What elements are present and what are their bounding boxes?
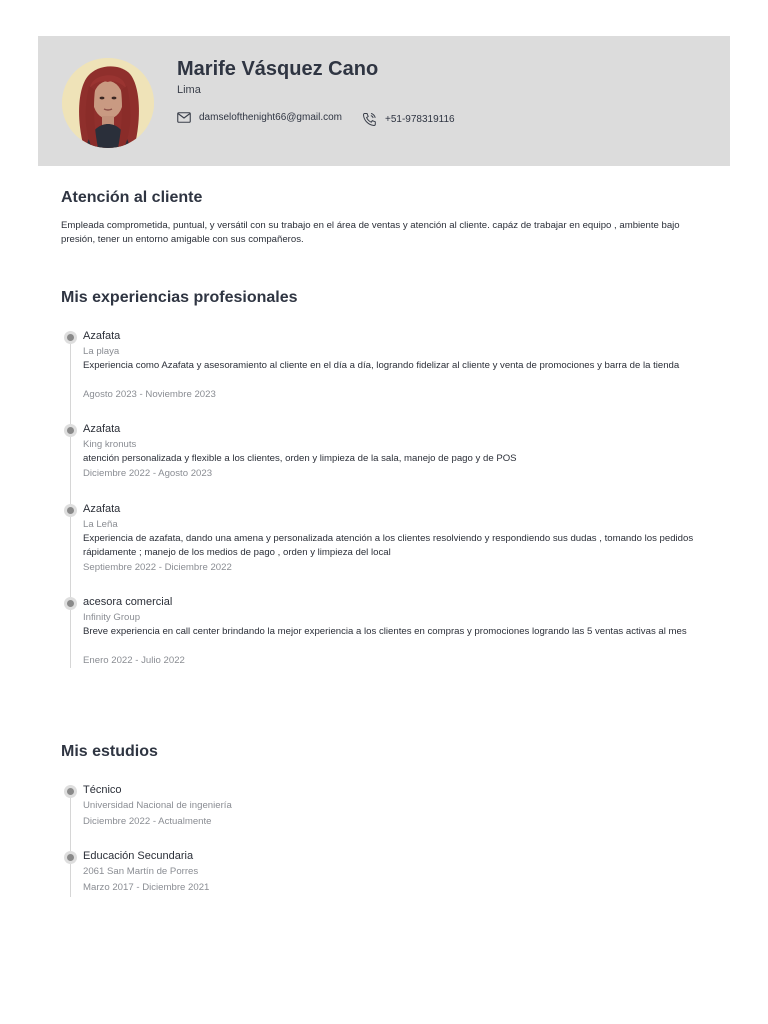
timeline-dot — [64, 331, 77, 344]
phone-number[interactable]: +51-978319116 — [385, 114, 455, 125]
profile-header — [38, 36, 730, 166]
degree: Educación Secundaria — [83, 850, 194, 862]
job-description: Breve experiencia en call center brindando la mejor experiencia a los clientes en compras y promociones logrando las 5 ventas activas al mes — [83, 626, 687, 637]
experience-item — [61, 423, 721, 483]
timeline-dot — [64, 851, 77, 864]
avatar — [62, 58, 154, 148]
timeline-dot — [64, 785, 77, 798]
education-timeline — [61, 784, 721, 904]
job-description: Experiencia de azafata, dando una amena y personalizada atención a los clientes resolviendo y respondiendo sus dudas , tomando los pedidos rápidamente ; manejo de los medios de pago , orden y limpieza del local — [83, 533, 694, 558]
degree: Técnico — [83, 784, 122, 796]
job-description: Experiencia como Azafata y asesoramiento al cliente en el día a día, logrando fidelizar al cliente y venta de promociones y barra de la tienda — [83, 360, 680, 371]
summary-text: Empleada comprometida, puntual, y versátil con su trabajo en el área de ventas y atención al cliente. capáz de trabajar en equipo , ambiente bajo presión, tener un entorno amigable con sus compañeros. — [61, 220, 680, 245]
experience-item — [61, 503, 721, 578]
education-item — [61, 784, 721, 834]
company: La playa — [83, 346, 120, 357]
city: Lima — [177, 84, 201, 96]
phone-contact[interactable] — [362, 112, 455, 127]
experience-item — [61, 596, 721, 671]
full-name: Marife Vásquez Cano — [177, 58, 379, 80]
job-title: Azafata — [83, 330, 121, 342]
company: La Leña — [83, 519, 118, 530]
job-title: Azafata — [83, 423, 121, 435]
study-dates: Diciembre 2022 - Actualmente — [83, 816, 212, 827]
timeline-dot — [64, 504, 77, 517]
experience-item — [61, 330, 721, 405]
company: Infinity Group — [83, 612, 141, 623]
timeline-dot — [64, 424, 77, 437]
timeline-dot — [64, 597, 77, 610]
profile-photo — [62, 58, 154, 148]
summary-title: Atención al cliente — [61, 189, 203, 206]
phone-icon — [362, 112, 377, 127]
school: Universidad Nacional de ingeniería — [83, 800, 232, 811]
experience-title: Mis experiencias profesionales — [61, 289, 298, 306]
education-title: Mis estudios — [61, 743, 158, 760]
job-dates: Enero 2022 - Julio 2022 — [83, 655, 185, 666]
school: 2061 San Martín de Porres — [83, 866, 199, 877]
education-item — [61, 850, 721, 900]
job-description: atención personalizada y flexible a los clientes, orden y limpieza de la sala, manejo de pago y de POS — [83, 453, 517, 464]
job-title: acesora comercial — [83, 596, 173, 608]
experience-timeline — [61, 330, 721, 675]
email-contact[interactable] — [177, 112, 342, 123]
email-address[interactable]: damselofthenight66@gmail.com — [199, 112, 343, 123]
study-dates: Marzo 2017 - Diciembre 2021 — [83, 882, 210, 893]
job-title: Azafata — [83, 503, 121, 515]
job-dates: Septiembre 2022 - Diciembre 2022 — [83, 562, 232, 573]
company: King kronuts — [83, 439, 137, 450]
job-dates: Diciembre 2022 - Agosto 2023 — [83, 468, 213, 479]
mail-icon — [177, 112, 191, 123]
job-dates: Agosto 2023 - Noviembre 2023 — [83, 389, 216, 400]
